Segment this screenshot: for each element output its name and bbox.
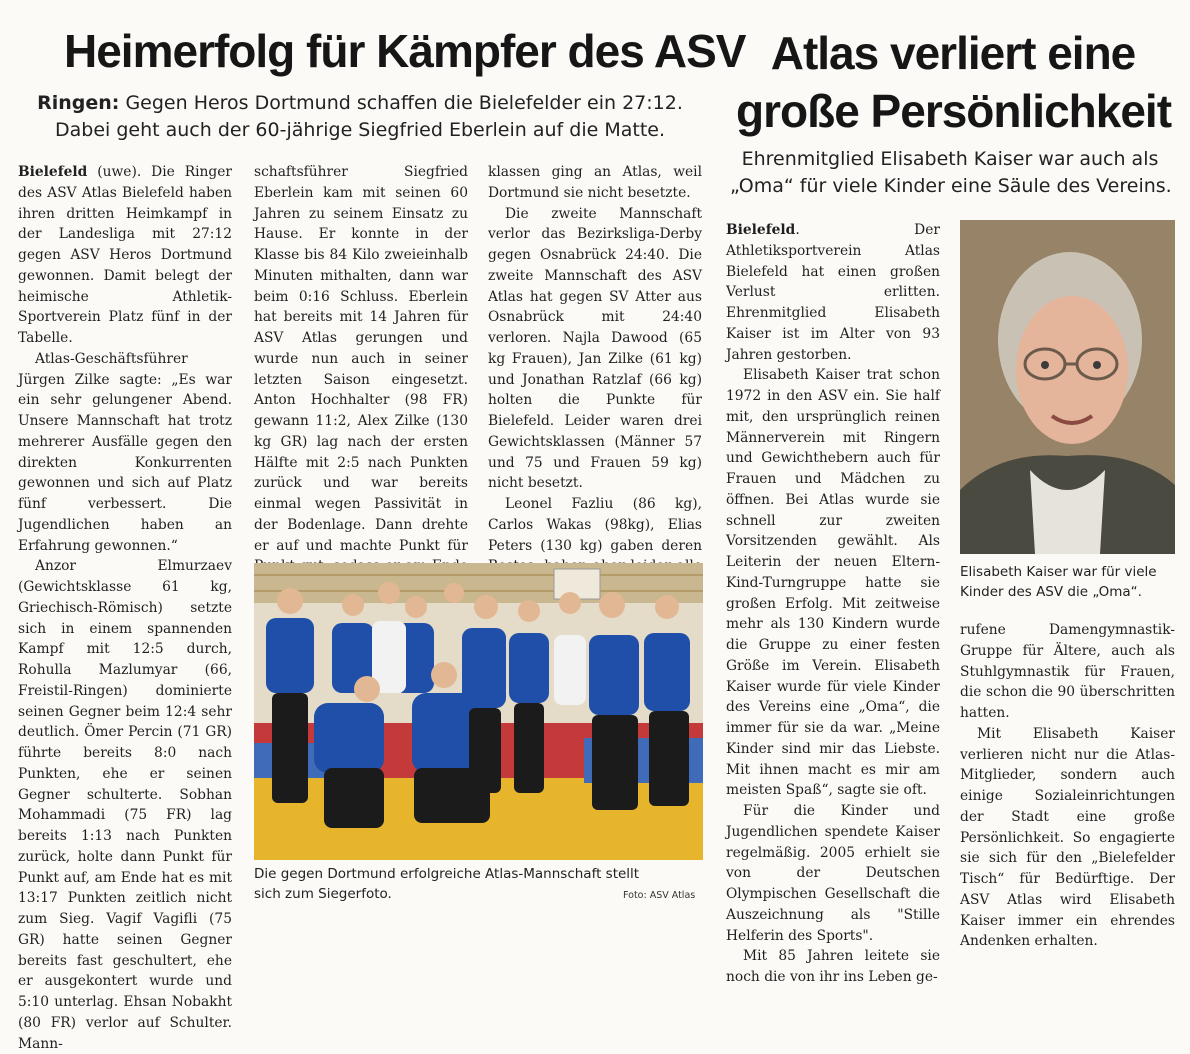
team-photo-caption: Die gegen Dortmund erfolgreiche Atlas-Mannschaft stellt sich zum Siegerfoto.	[254, 866, 640, 902]
right-col1-paragraph-1	[726, 220, 940, 365]
right-dateline: Bielefeld	[726, 222, 796, 238]
left-col3-paragraph-1: klassen ging an Atlas, weil Dortmund sie nicht besetzte.	[488, 164, 702, 201]
left-col3-paragraph-3: Leonel Fazliu (86 kg), Carlos Wakas (98kg), Elias Peters (130 kg) gaben deren	[488, 496, 702, 554]
right-col1-p1-text: . Der Athletiksportverein Atlas Bielefeld hat einen großen Verlust erlitten. Ehrenmitglied Elisabeth Kaiser ist im Alter von 93 Jahren gestorben.	[726, 222, 940, 363]
left-subhead-line2: Dabei geht auch der 60-jährige Siegfried Eberlein auf die Matte.	[54, 119, 665, 141]
left-column-3	[488, 162, 702, 552]
portrait-caption: Elisabeth Kaiser war für viele Kinder des ASV die „Oma“.	[960, 564, 1157, 600]
left-subhead-line1	[0, 90, 720, 116]
team-photo	[254, 563, 703, 860]
left-column-1	[18, 162, 232, 1052]
left-dateline: Bielefeld	[18, 164, 88, 180]
right-col1-paragraph-2: Elisabeth Kaiser trat schon 1972 in den ASV ein. Sie half mit, den ursprünglich reinen Männerverein mit Ringern und Gewichthebern auch für Frauen und Mädchen zu öffnen. Bei Atlas wurde sie schnell zur zweiten Vorsitzenden gewählt. Als Leiterin der neuen Eltern-Kind-Turngruppe hatte sie großen Erfolg. Mit zeitweise mehr als 130 Kindern wurde die Gruppe zu einer festen Größe im Verein. Elisabeth Kaiser wurde für viele Kinder des Vereins eine „Oma“, die immer für sie da war. „Meine Kinder sind mir das Liebste. Mit ihnen macht es mir am meisten Spaß“, sagte sie oft.	[726, 367, 940, 799]
portrait-photo	[960, 220, 1175, 554]
right-column-1	[726, 220, 940, 985]
right-column-2	[960, 620, 1175, 950]
left-column-2	[254, 162, 468, 552]
left-col1-paragraph-3: Anzor Elmurzaev (Gewichtsklasse 61 kg, Griechisch-Römisch) setzte sich in einem spannenden Kampf mit 12:5 durch, Rohulla Mazlumyar (66, Freistil-Ringen) dominierte seinen Gegner beim 12:4 sehr deutlich. Ömer Percin (71 GR) führte bereits 8:0 nach Punkten, ehe er seinen Gegner schulterte. Sobhan Mohammadi (75 FR) lag bereits 1:13 nach Punkten zurück, holte dann Punkt für Punkt auf, am Ende hat es mit 13:17 Punkten zeitlich nicht zum Sieg. Vagif Vagifli (75 GR) hatte seinen Gegner bereits fast geschultert, ehe er ausgekontert wurde und 5:10 unterlag. Ehsan Nobakht (80 FR) verlor auf Schulter. Mann-	[18, 558, 232, 1052]
right-subhead-line2: „Oma“ für viele Kinder eine Säule des Vereins.	[730, 175, 1172, 197]
right-col2-paragraph-1: rufene Damengymnastik-Gruppe für Ältere, auch als Stuhlgymnastik für Frauen, die schon die 90 überschritten hatten.	[960, 622, 1175, 721]
left-headline: Heimerfolg für Kämpfer des ASV	[64, 25, 746, 77]
left-col3-paragraph-2: Die zweite Mannschaft verlor das Bezirksliga-Derby gegen Osnabrück 24:40. Die zweite Mannschaft des ASV Atlas hat gegen SV Atter aus Osnabrück mit 24:40 verloren. Najla Dawood (65 kg Frauen), Jan Zilke (61 kg) und Jonathan Ratzlaf (66 kg) holten die Punkte für Bielefeld. Leider waren drei Gewichtsklassen (Männer 57 und 75 und Frauen 59 kg) nicht besetzt.	[488, 205, 702, 492]
right-col1-paragraph-3: Für die Kinder und Jugendlichen spendete Kaiser regelmäßig. 2005 erhielt sie von der Deutschen Olympischen Gesellschaft die Auszeichnung als "Stille Helferin des Sports".	[726, 803, 940, 944]
left-subhead-kicker: Ringen:	[37, 92, 120, 114]
right-col2-paragraph-2: Mit Elisabeth Kaiser verlieren nicht nur die Atlas-Mitglieder, sondern auch einige Sozialeinrichtungen der Stadt eine große Persönlichkeit. So engagierte sie sich für den „Bielefelder Tisch“ für Bedürftige. Der ASV Atlas wird Elisabeth Kaiser immer ein ehrendes Andenken erhalten.	[960, 725, 1175, 950]
left-subhead-line1-text: Gegen Heros Dortmund schaffen die Bielefelder ein 27:12.	[119, 92, 683, 114]
right-headline-line1: Atlas verliert eine	[770, 27, 1136, 79]
left-col1-paragraph-1	[18, 162, 232, 349]
left-col1-paragraph-2: Atlas-Geschäftsführer Jürgen Zilke sagte: „Es war ein sehr gelungener Abend. Unsere Mannschaft hat trotz mehrerer Ausfälle gegen den direkten Konkurrenten gewonnen und sich auf Platz fünf verbessert. Die Jugendlichen haben an Erfahrung gewonnen.“	[18, 350, 232, 554]
right-subhead-line1: Ehrenmitglied Elisabeth Kaiser war auch als	[741, 148, 1159, 170]
left-col1-p1-text: (uwe). Die Ringer des ASV Atlas Bielefeld haben ihren dritten Heimkampf in der Landesliga mit 27:12 gegen ASV Heros Dortmund gewonnen. Damit belegt der heimische Athletik-Sportverein Platz fünf in der Tabelle.	[18, 164, 232, 346]
team-group-photo-icon	[254, 563, 703, 860]
left-col2-paragraph-1: schaftsführer Siegfried Eberlein kam mit seinen 60 Jahren zu seinem Einsatz zu Hause. Er konnte in der Klasse bis 84 Kilo zweieinhalb Minuten mithalten, dann war beim 0:16 Schluss. Eberlein hat bereits mit 14 Jahren für ASV Atlas gerungen und wurde nun auch in seiner letzten Saison eingesetzt. Anton Hochhalter (98 FR) gewann 11:2, Alex Zilke (130 kg GR) lag nach der ersten Hälfte mit 2:5 nach Punkten zurück und war bereits einmal wegen Passivität in der Bodenlage. Dann drehte er auf und machte Punkt für	[254, 164, 468, 554]
elderly-woman-portrait-icon	[960, 220, 1175, 554]
right-col1-paragraph-4: Mit 85 Jahren leitete sie noch die von ihr ins Leben ge-	[726, 948, 940, 985]
team-photo-credit: Foto: ASV Atlas	[623, 890, 696, 901]
right-headline-line2: große Persönlichkeit	[736, 85, 1172, 137]
